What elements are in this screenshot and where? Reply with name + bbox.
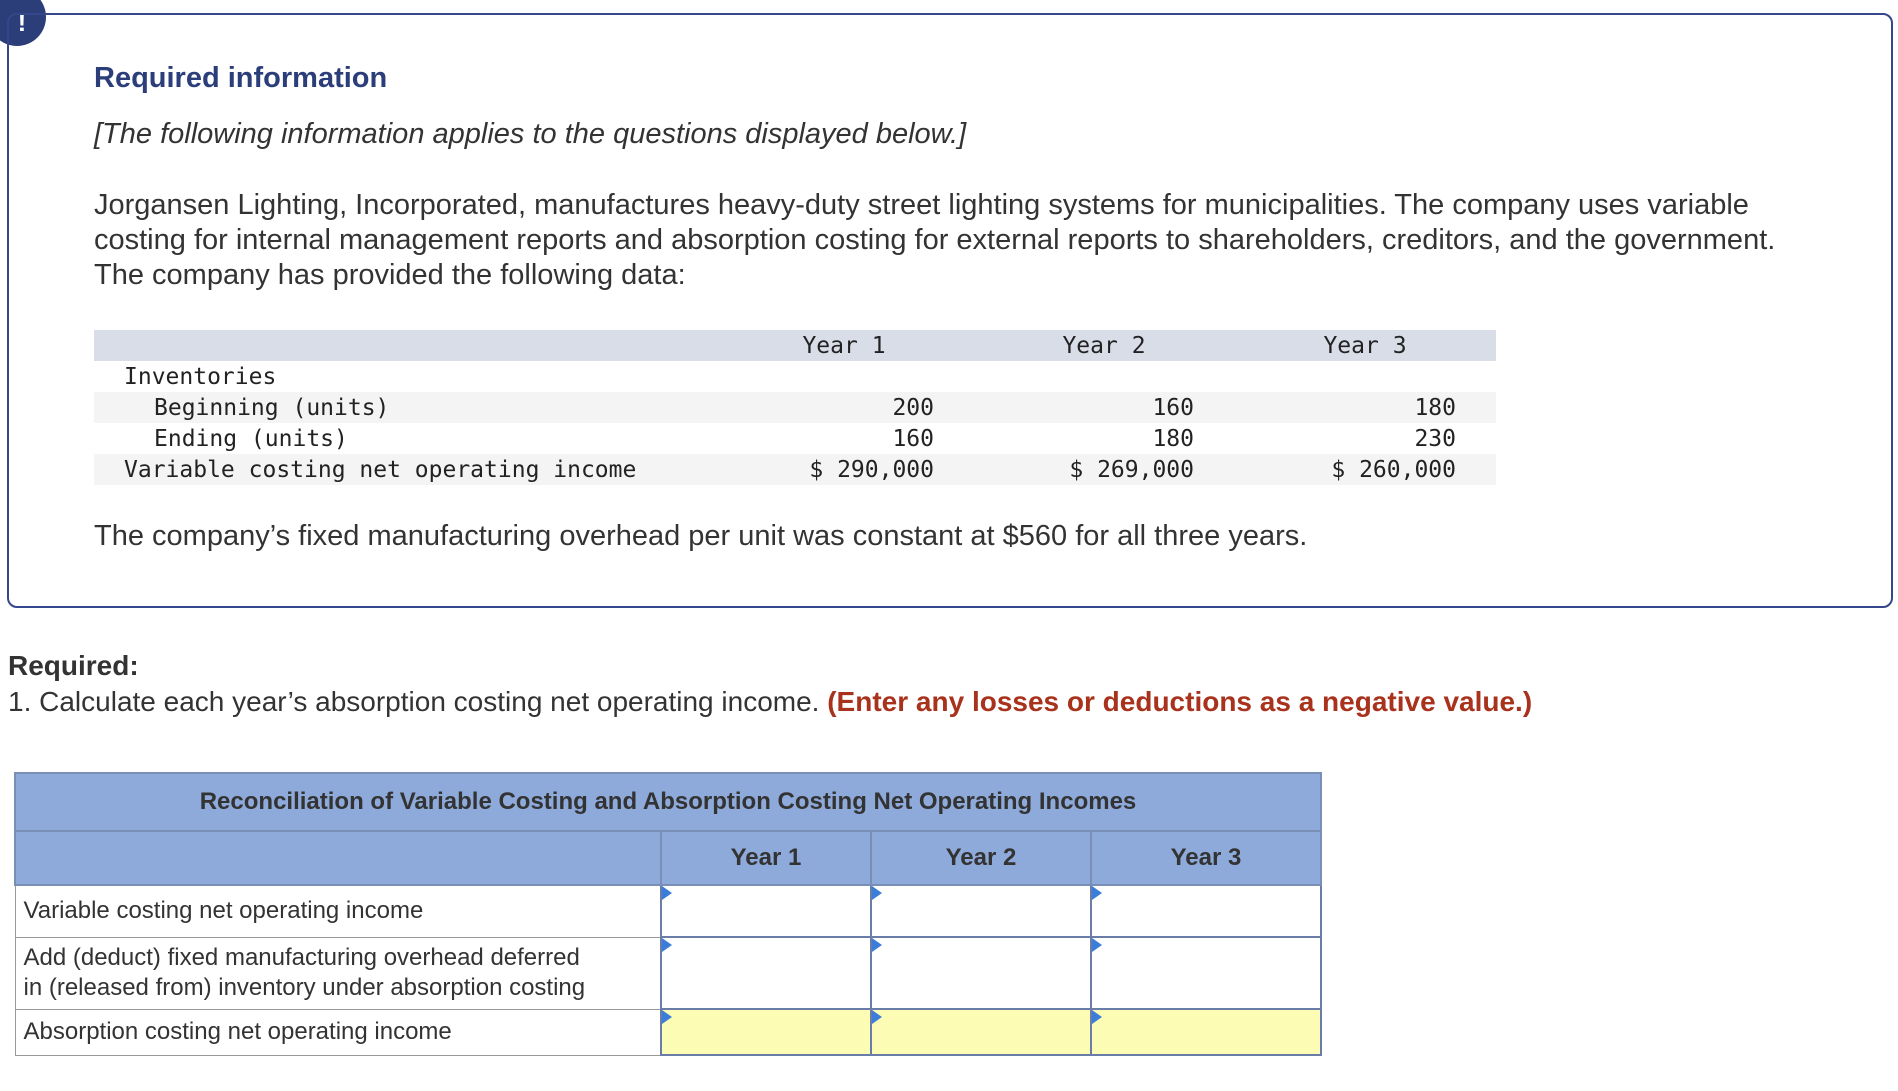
variable-noi-year-1-cell <box>661 885 871 937</box>
data-header-year-1: Year 1 <box>714 330 974 361</box>
data-table-row <box>94 423 1496 454</box>
overhead-year-1-cell <box>661 937 871 1009</box>
data-cell: 230 <box>1414 425 1456 452</box>
row-label: Ending (units) <box>154 425 348 452</box>
overhead-year-1-input[interactable] <box>662 960 870 986</box>
required-title: Required: <box>8 650 139 681</box>
overhead-year-2-cell <box>871 937 1091 1009</box>
reconciliation-title: Reconciliation of Variable Costing and Absorption Costing Net Operating Incomes <box>15 773 1321 831</box>
input-marker-icon <box>872 1010 882 1024</box>
required-question <box>8 686 1532 718</box>
input-marker-icon <box>662 938 672 952</box>
variable-noi-year-3-input[interactable] <box>1092 898 1320 924</box>
inventory-data-table <box>94 330 1496 485</box>
data-cell: 200 <box>714 392 974 423</box>
column-header-year-1: Year 1 <box>661 831 871 885</box>
alert-icon: ! <box>0 0 46 46</box>
absorption-noi-year-3-input[interactable] <box>1092 1019 1320 1045</box>
fixed-overhead-deferred-label <box>15 937 661 1009</box>
data-table-row <box>94 392 1496 423</box>
absorption-costing-noi-label: Absorption costing net operating income <box>15 1009 661 1055</box>
data-header-year-3: Year 3 <box>1234 330 1496 361</box>
absorption-noi-year-3-cell <box>1091 1009 1321 1055</box>
inventories-label: Inventories <box>124 363 277 390</box>
input-marker-icon <box>662 1010 672 1024</box>
input-marker-icon <box>1092 938 1102 952</box>
label-line-2: in (released from) inventory under absorption costing <box>23 974 586 1001</box>
data-table-row <box>94 361 1496 392</box>
data-cell: 160 <box>892 425 934 452</box>
data-cell: 180 <box>1234 392 1496 423</box>
data-cell: $ 269,000 <box>974 454 1234 485</box>
problem-intro-text: Jorgansen Lighting, Incorporated, manufactures heavy-duty street lighting systems for municipalities. The company uses variable costing for internal management reports and absorption costing for external reports to shareholders, creditors, and the government. The company has provided the following data: <box>94 189 1776 291</box>
row-label: Beginning (units) <box>94 392 714 423</box>
variable-noi-year-1-input[interactable] <box>662 898 870 924</box>
question-text: 1. Calculate each year’s absorption costing net operating income. <box>8 686 820 717</box>
data-cell: 160 <box>974 392 1234 423</box>
data-cell: $ 260,000 <box>1234 454 1496 485</box>
reconciliation-column-headers <box>15 831 1321 885</box>
input-marker-icon <box>1092 886 1102 900</box>
input-marker-icon <box>872 938 882 952</box>
column-header-year-3: Year 3 <box>1091 831 1321 885</box>
required-information-subtitle: [The following information applies to the questions displayed below.] <box>94 118 967 150</box>
table-row <box>15 885 1321 937</box>
absorption-noi-year-1-input[interactable] <box>662 1019 870 1045</box>
variable-costing-noi-label: Variable costing net operating income <box>15 885 661 937</box>
reconciliation-title-row <box>15 773 1321 831</box>
reconciliation-table <box>14 772 1322 1056</box>
required-information-panel <box>7 13 1893 608</box>
table-row <box>15 937 1321 1009</box>
input-marker-icon <box>662 886 672 900</box>
overhead-year-3-cell <box>1091 937 1321 1009</box>
table-row <box>15 1009 1321 1055</box>
required-information-title: Required information <box>94 62 388 94</box>
input-marker-icon <box>872 886 882 900</box>
absorption-noi-year-1-cell <box>661 1009 871 1055</box>
data-table-header-row <box>94 330 1496 361</box>
question-instruction: (Enter any losses or deductions as a negative value.) <box>827 686 1533 717</box>
variable-noi-year-2-cell <box>871 885 1091 937</box>
column-header-year-2: Year 2 <box>871 831 1091 885</box>
input-marker-icon <box>1092 1010 1102 1024</box>
data-cell: $ 290,000 <box>714 454 974 485</box>
data-header-year-2: Year 2 <box>974 330 1234 361</box>
absorption-noi-year-2-input[interactable] <box>872 1019 1090 1045</box>
overhead-year-3-input[interactable] <box>1092 960 1320 986</box>
variable-noi-year-2-input[interactable] <box>872 898 1090 924</box>
row-label: Variable costing net operating income <box>94 454 714 485</box>
data-cell: 180 <box>1152 425 1194 452</box>
data-table-row <box>94 454 1496 485</box>
absorption-noi-year-2-cell <box>871 1009 1091 1055</box>
variable-noi-year-3-cell <box>1091 885 1321 937</box>
label-line-1: Add (deduct) fixed manufacturing overhead deferred <box>23 944 580 971</box>
overhead-year-2-input[interactable] <box>872 960 1090 986</box>
fixed-overhead-note: The company’s fixed manufacturing overhead per unit was constant at $560 for all three years. <box>94 520 1308 552</box>
